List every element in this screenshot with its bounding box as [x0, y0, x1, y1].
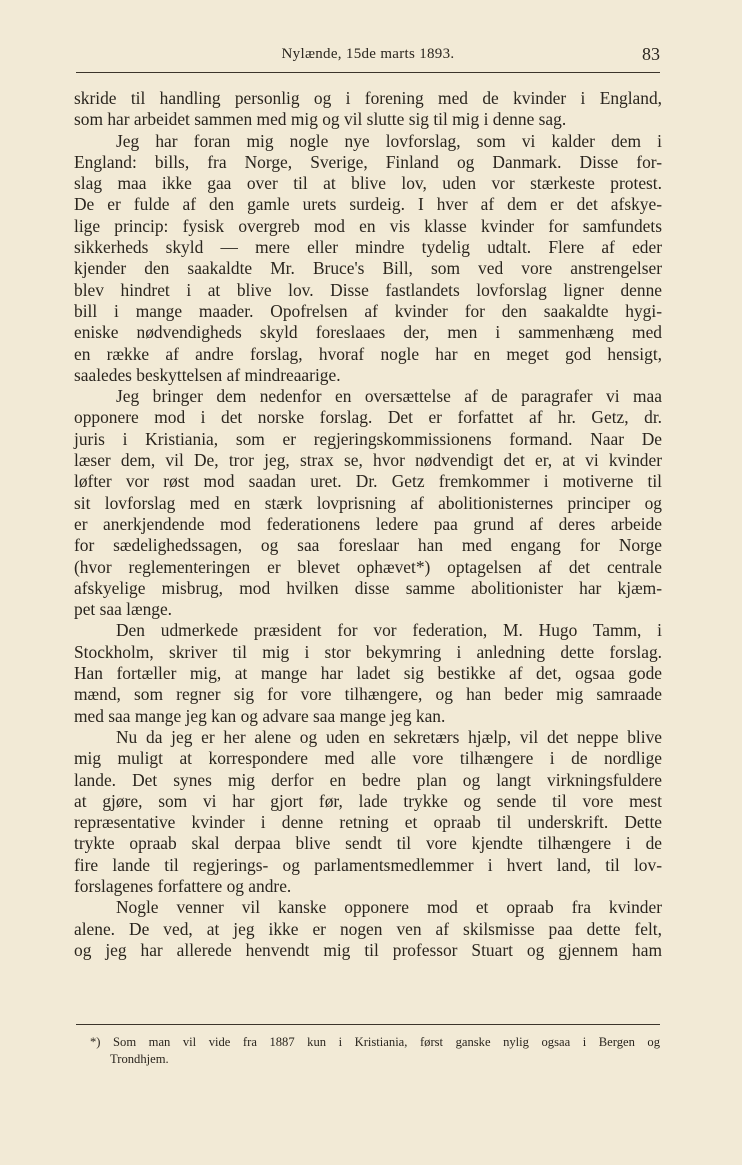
body-line: løfter vor røst mod saadan uret. Dr. Getz fremkommer i motiverne til — [74, 471, 662, 492]
body-text — [74, 88, 662, 961]
body-line: at gjøre, som vi har gjort før, lade trykke og sende til vore mest — [74, 790, 662, 811]
body-line: bill i mange maader. Opofrelsen af kvinder for den saakaldte hygi- — [74, 300, 662, 321]
body-line: alene. De ved, at jeg ikke er nogen ven af skilsmisse paa dette felt, — [74, 918, 662, 939]
body-line: mig muligt at korrespondere med alle vore tilhængere i de nordlige — [74, 748, 662, 769]
body-line: en række af andre forslag, hvoraf nogle har en meget god hensigt, — [74, 343, 662, 364]
body-line: som har arbeidet sammen med mig og vil slutte sig til mig i denne sag. — [74, 109, 567, 130]
body-line: Nu da jeg er her alene og uden en sekretærs hjælp, vil det neppe blive — [116, 726, 662, 747]
body-line: slag maa ikke gaa over til at blive lov, uden vor stærkeste protest. — [74, 173, 662, 194]
body-line: England: bills, fra Norge, Sverige, Finland og Danmark. Disse for- — [74, 151, 662, 172]
body-line: Den udmerkede præsident for vor federation, M. Hugo Tamm, i — [116, 620, 662, 641]
footnote — [76, 1034, 660, 1068]
body-line: trykte opraab skal derpaa blive sendt til vore kjendte tilhængere i de — [74, 833, 662, 854]
body-line: sit lovforslag med en stærk lovprisning af abolitionisternes principer og — [74, 492, 662, 513]
body-line: repræsentative kvinder i denne retning et opraab til underskrift. Dette — [74, 812, 662, 833]
body-line: for sædelighedssagen, og saa foreslaar han med engang for Norge — [74, 535, 662, 556]
body-line: lige princip: fysisk overgreb mod en vis klasse kvinder for samfundets — [74, 215, 662, 236]
body-line: med saa mange jeg kan og advare saa mange jeg kan. — [74, 705, 446, 726]
body-line: forslagenes forfattere og andre. — [74, 875, 292, 896]
body-line: eniske nødvendigheds skyld foreslaaes der, men i sammenhæng med — [74, 322, 662, 343]
footnote-text: Som man vil vide fra 1887 kun i Kristiania, først ganske nylig ogsaa i Bergen og — [113, 1035, 661, 1049]
body-line: Jeg har foran mig nogle nye lovforslag, som vi kalder dem i — [116, 130, 662, 151]
body-line: afskyelige misbrug, mod hvilken disse samme abolitionister har kjæm- — [74, 577, 662, 598]
header-title: Nylænde, 15de marts 1893. — [281, 46, 455, 62]
footnote-line: Trondhjem. — [110, 1052, 169, 1066]
body-line: (hvor reglementeringen er blevet ophævet*) optagelsen af det centrale — [74, 556, 662, 577]
body-line: Nogle venner vil kanske opponere mod et opraab fra kvinder — [116, 897, 662, 918]
body-line: og jeg har allerede henvendt mig til professor Stuart og gjennem ham — [74, 939, 662, 960]
body-line: sikkerheds skyld — mere eller mindre tydelig udtalt. Flere af eder — [74, 237, 662, 258]
body-line: pet saa længe. — [74, 599, 173, 620]
page-number: 83 — [642, 44, 660, 64]
body-line: skride til handling personlig og i forening med de kvinder i England, — [74, 88, 662, 108]
body-line: er anerkjendende mod federationens ledere paa grund af deres arbeide — [74, 513, 662, 534]
body-line: fire lande til regjerings- og parlamentsmedlemmer i hvert land, til lov- — [74, 854, 662, 875]
footnote-line — [76, 1034, 660, 1051]
body-line: kjender den saakaldte Mr. Bruce's Bill, som ved vore anstrengelser — [74, 258, 662, 279]
footnote-marker: *) — [90, 1035, 101, 1049]
footnote-rule — [76, 1024, 660, 1025]
running-header — [76, 44, 660, 68]
body-line: blev hindret i at blive lov. Disse fastlandets lovforslag ligner denne — [74, 279, 662, 300]
body-line: Han fortæller mig, at mange har ladet sig bestikke af det, ogsaa gode — [74, 663, 662, 684]
body-line: saaledes beskyttelsen af mindreaarige. — [74, 364, 341, 385]
body-line: opponere mod i det norske forslag. Det er forfattet af hr. Getz, dr. — [74, 407, 662, 428]
body-line: juris i Kristiania, som er regjeringskommissionens formand. Naar De — [74, 428, 662, 449]
body-line: Jeg bringer dem nedenfor en oversættelse af de paragrafer vi maa — [116, 386, 662, 407]
body-line: lande. Det synes mig derfor en bedre plan og langt virkningsfuldere — [74, 769, 662, 790]
header-rule — [76, 72, 660, 73]
body-line: mænd, som regner sig for vore tilhængere, og han beder mig samraade — [74, 684, 662, 705]
body-line: De er fulde af den gamle urets surdeig. I hver af dem er det afskye- — [74, 194, 662, 215]
body-line: læser dem, vil De, tror jeg, strax se, hvor nødvendigt det er, at vi kvinder — [74, 450, 662, 471]
body-line: Stockholm, skriver til mig i stor bekymring i anledning dette forslag. — [74, 641, 662, 662]
